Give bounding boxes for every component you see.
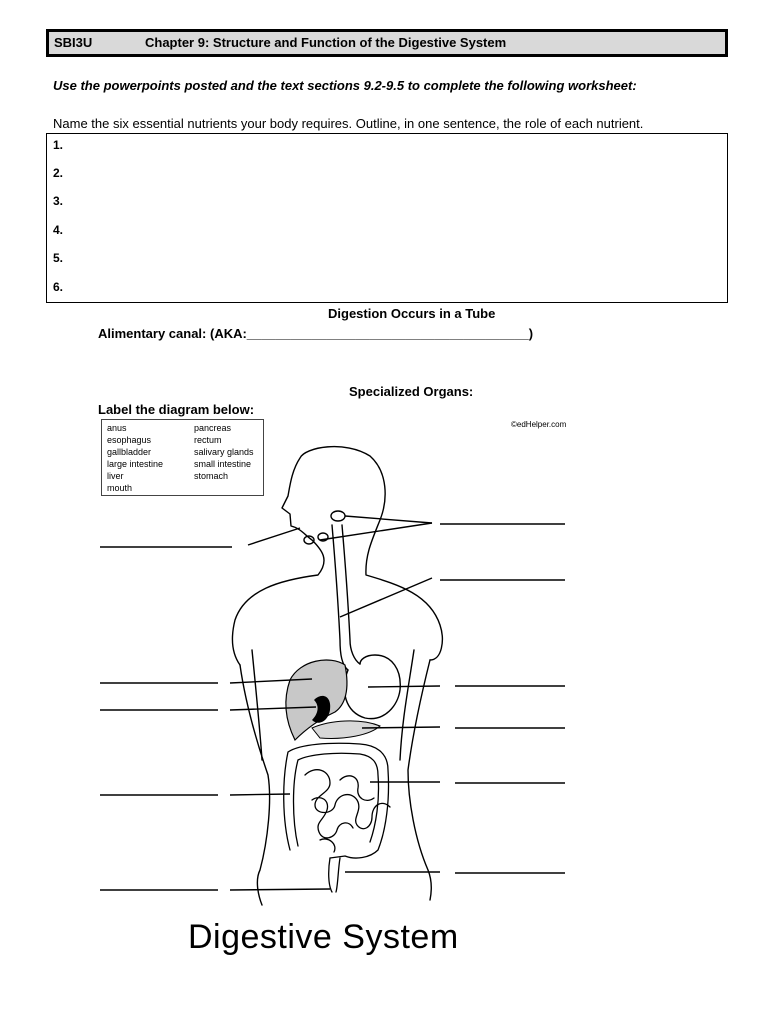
word-bank-term: rectum bbox=[194, 435, 222, 445]
right-arm-outline bbox=[408, 660, 431, 900]
label-line bbox=[345, 516, 432, 523]
salivary-gland bbox=[331, 511, 345, 521]
nutrient-row-4: 4. bbox=[53, 223, 64, 237]
nutrient-row-5: 5. bbox=[53, 251, 64, 265]
organs-heading: Specialized Organs: bbox=[349, 384, 474, 399]
label-line bbox=[230, 794, 290, 795]
word-bank-term: esophagus bbox=[107, 435, 152, 445]
course-code: SBI3U bbox=[54, 35, 93, 50]
alimentary-canal-line: Alimentary canal: (AKA:_______________________________________) bbox=[98, 326, 534, 341]
label-line bbox=[368, 686, 440, 687]
label-line bbox=[362, 727, 440, 728]
label-line bbox=[248, 528, 300, 545]
chapter-title: Chapter 9: Structure and Function of the Digestive System bbox=[145, 35, 507, 50]
label-line bbox=[320, 523, 432, 540]
rectum bbox=[329, 858, 340, 892]
nutrient-row-3: 3. bbox=[53, 194, 64, 208]
tube-heading: Digestion Occurs in a Tube bbox=[328, 306, 496, 321]
body-outline bbox=[233, 447, 443, 665]
copyright-notice: ©edHelper.com bbox=[511, 420, 567, 429]
word-bank-term: stomach bbox=[194, 471, 229, 481]
nutrient-row-6: 6. bbox=[53, 280, 64, 294]
left-arm-outline bbox=[240, 665, 270, 905]
word-bank-term: mouth bbox=[107, 483, 133, 493]
word-bank-term: large intestine bbox=[107, 459, 164, 469]
word-bank-term: salivary glands bbox=[194, 447, 254, 457]
label-line bbox=[340, 578, 432, 617]
label-line bbox=[230, 889, 330, 890]
pancreas bbox=[312, 721, 380, 739]
instructions: Use the powerpoints posted and the text sections 9.2-9.5 to complete the following worksheet: bbox=[53, 78, 637, 93]
esophagus bbox=[332, 525, 360, 670]
diagram-title: Digestive System bbox=[188, 918, 459, 956]
label-instruction: Label the diagram below: bbox=[98, 402, 255, 417]
nutrient-row-1: 1. bbox=[53, 138, 64, 152]
word-bank-term: pancreas bbox=[194, 423, 232, 433]
word-bank-term: liver bbox=[107, 471, 124, 481]
word-bank-term: small intestine bbox=[194, 459, 252, 469]
nutrients-prompt: Name the six essential nutrients your body requires. Outline, in one sentence, the role of each nutrient. bbox=[53, 116, 644, 131]
word-bank-term: anus bbox=[107, 423, 127, 433]
word-bank-term: gallbladder bbox=[107, 447, 152, 457]
left-inner-arm bbox=[252, 650, 262, 760]
nutrient-row-2: 2. bbox=[53, 166, 64, 180]
